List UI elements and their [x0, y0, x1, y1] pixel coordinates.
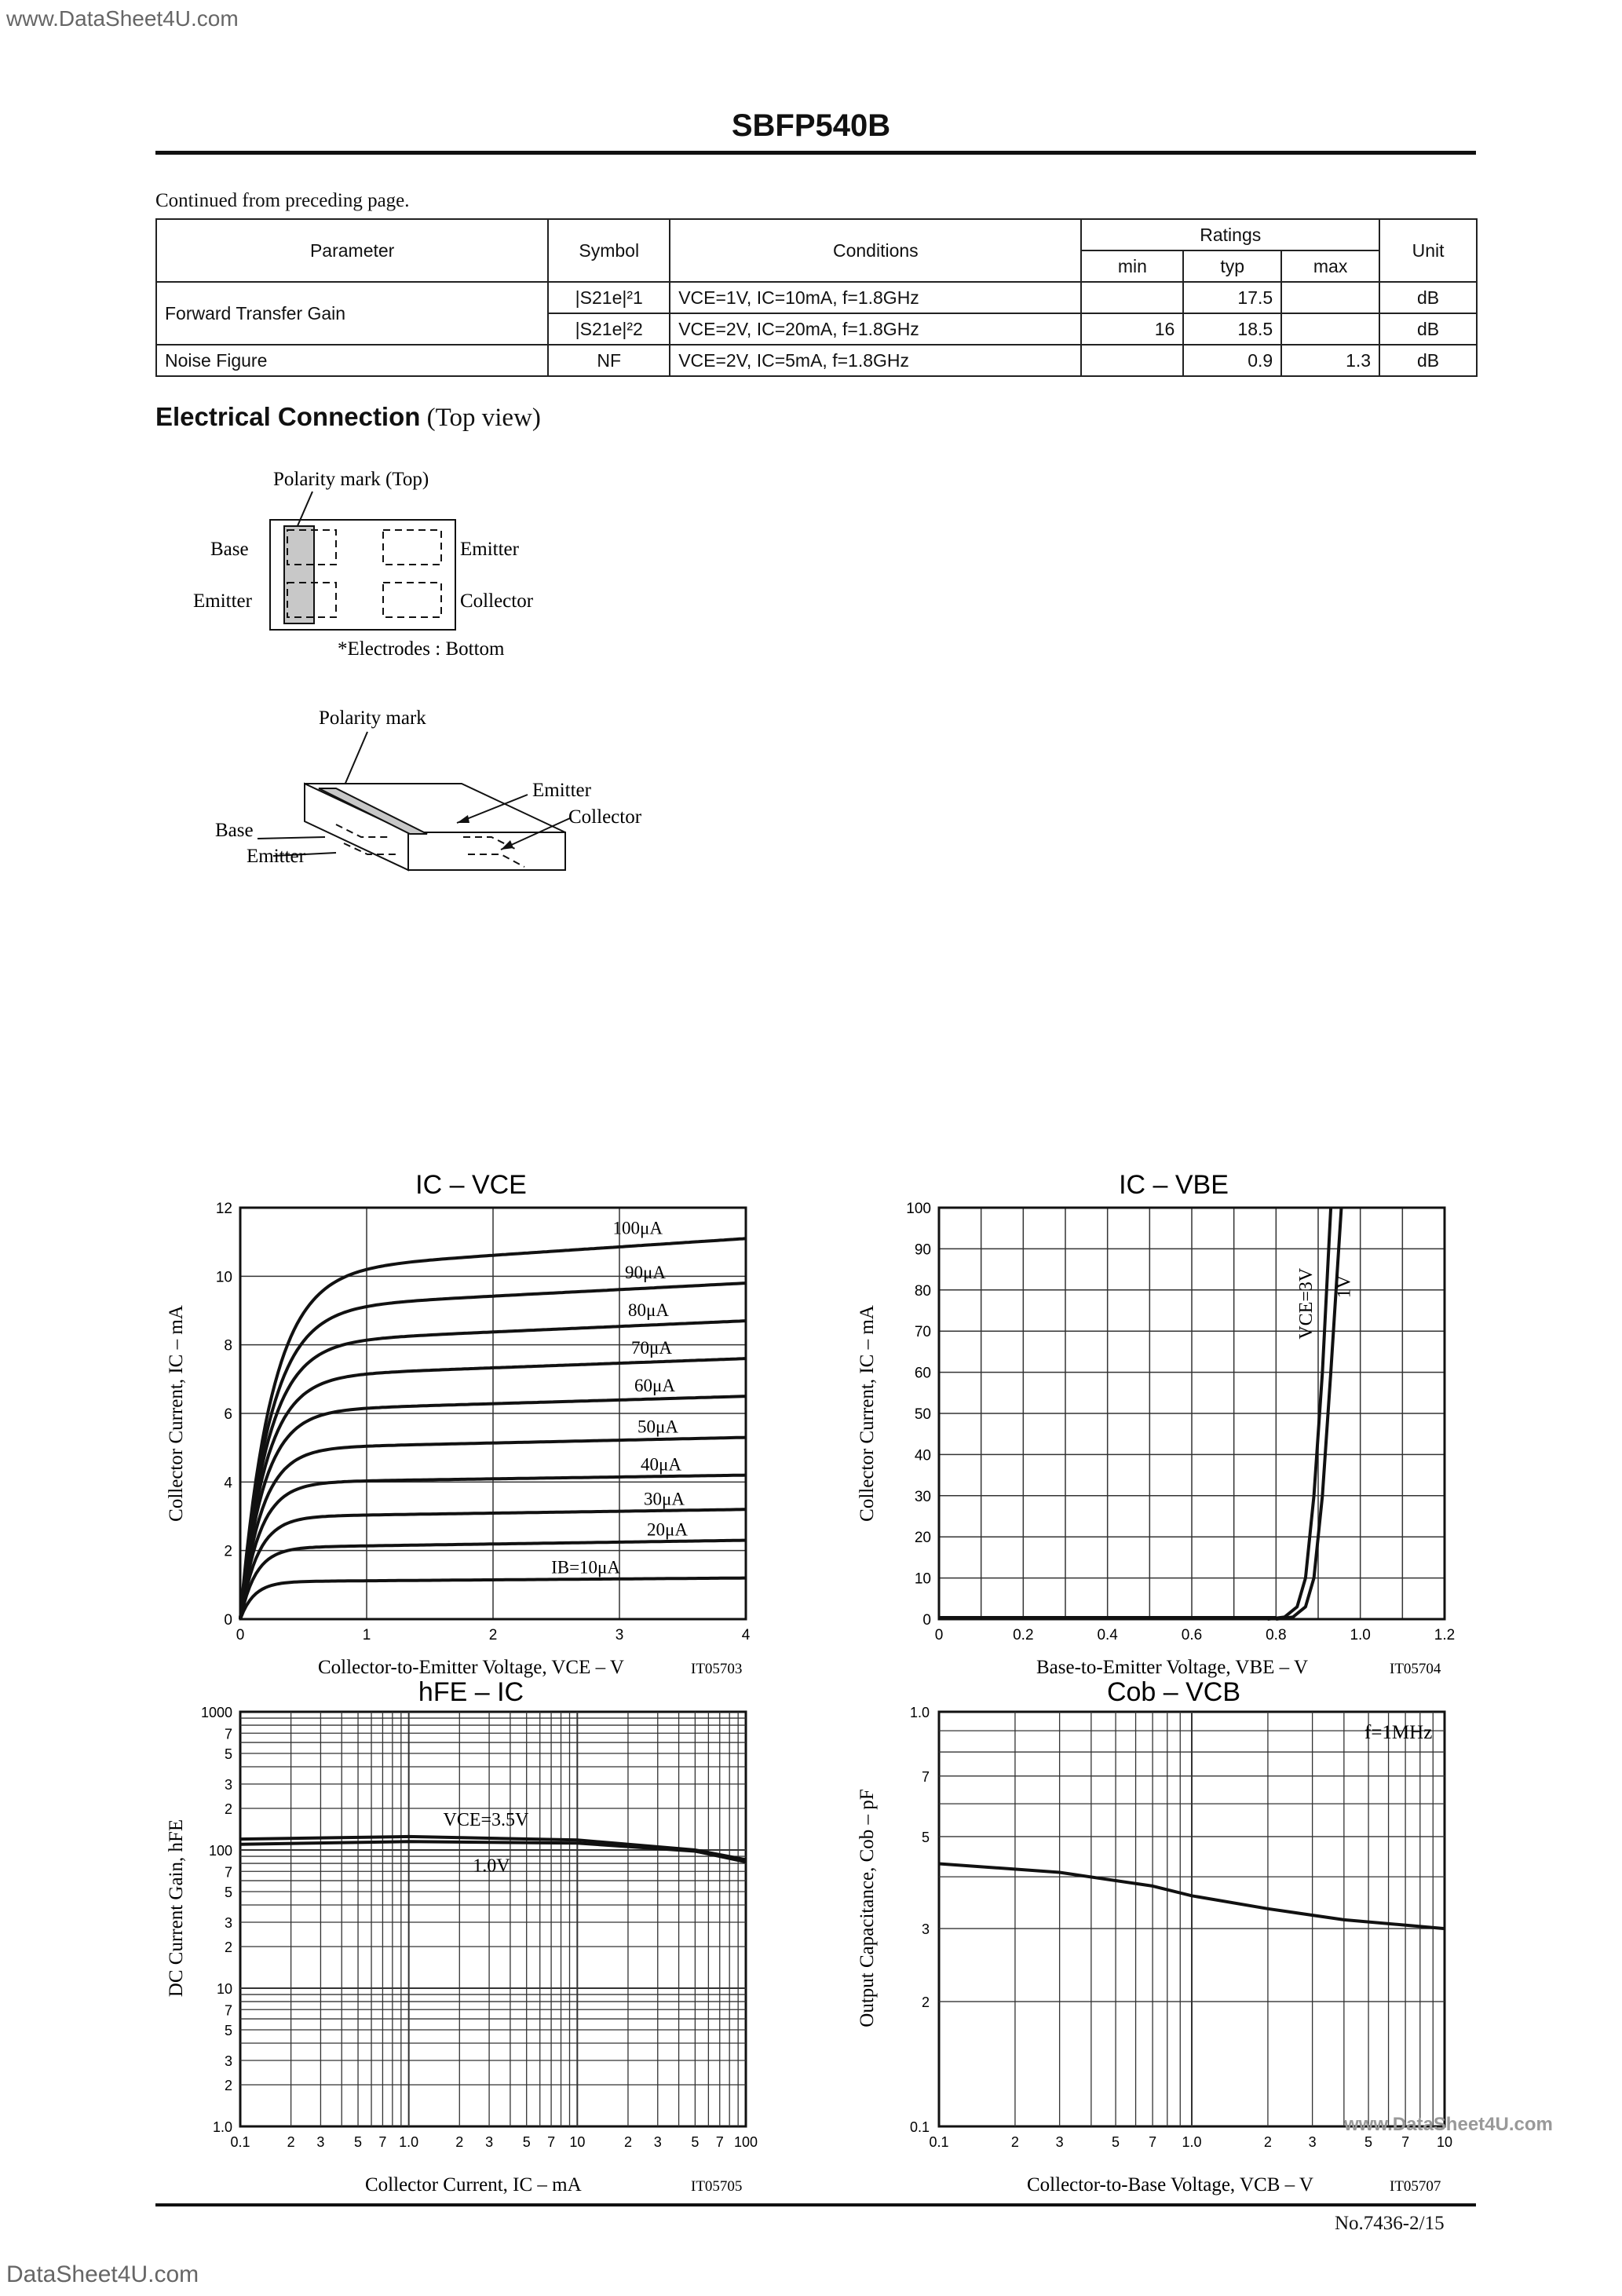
table-row: [156, 282, 1477, 313]
cell-unit: dB: [1379, 282, 1477, 313]
chart-ticks: [906, 1201, 1455, 1643]
cell-parameter: Forward Transfer Gain: [156, 282, 548, 345]
cell-unit: dB: [1379, 345, 1477, 376]
label-iso-base: Base: [215, 820, 254, 841]
y-tick-label: 5: [224, 1746, 232, 1762]
x-tick-label: 5: [1364, 2134, 1373, 2150]
plot-frame: [240, 1712, 746, 2126]
y-tick-label: 40: [914, 1447, 931, 1464]
footer-rule: [155, 2203, 1476, 2206]
x-tick-label: 3: [1308, 2134, 1317, 2150]
chart-code: IT05705: [691, 2178, 743, 2195]
y-tick-label: 0: [224, 1612, 232, 1629]
page-title: SBFP540B: [731, 108, 891, 143]
y-tick-label: 2: [921, 1994, 930, 2011]
x-tick-label: 0.8: [1266, 1627, 1287, 1643]
x-tick-label: 1.0: [1182, 2134, 1202, 2150]
series-label: 40μA: [641, 1454, 681, 1475]
y-tick-label: 100: [208, 1843, 232, 1859]
cell-parameter: Noise Figure: [156, 345, 548, 376]
x-tick-label: 7: [378, 2134, 387, 2150]
x-tick-label: 1.0: [1350, 1627, 1371, 1643]
series-label: 20μA: [647, 1519, 688, 1540]
y-axis-label: Collector Current, IC – mA: [857, 1305, 878, 1522]
label-electrodes: *Electrodes : Bottom: [338, 638, 505, 660]
x-tick-label: 7: [547, 2134, 556, 2150]
y-tick-label: 0: [922, 1612, 931, 1629]
y-tick-label: 3: [224, 1777, 232, 1793]
th-unit: Unit: [1379, 219, 1477, 282]
series-label: 50μA: [637, 1417, 678, 1437]
x-tick-label: 2: [1010, 2134, 1019, 2150]
doc-number: No.7436-2/15: [1335, 2213, 1445, 2234]
series-label: 90μA: [625, 1263, 666, 1283]
th-ratings: Ratings: [1081, 219, 1379, 250]
x-tick-label: 7: [1401, 2134, 1410, 2150]
th-min: min: [1081, 250, 1183, 282]
y-tick-label: 7: [224, 1864, 232, 1881]
y-tick-label: 6: [224, 1406, 232, 1423]
chart-grid: [240, 1208, 746, 1619]
x-tick-label: 0.1: [230, 2134, 250, 2150]
label-polarity: Polarity mark: [319, 707, 426, 729]
x-tick-label: 3: [1055, 2134, 1064, 2150]
chart-ic-vce: [157, 1162, 785, 1688]
chart-note: f=1MHz: [1364, 1722, 1433, 1743]
x-tick-label: 0.4: [1097, 1627, 1118, 1643]
continued-note: Continued from preceding page.: [155, 190, 410, 211]
cell-max: [1281, 313, 1379, 345]
x-tick-label: 3: [485, 2134, 494, 2150]
y-tick-label: 8: [224, 1337, 232, 1355]
label-emitter-right: Emitter: [460, 539, 519, 560]
x-tick-label: 2: [287, 2134, 295, 2150]
label-iso-emitter-right: Emitter: [532, 780, 591, 801]
label-base: Base: [210, 539, 249, 560]
y-tick-label: 7: [224, 1726, 232, 1742]
series-label: VCE=3.5V: [443, 1810, 529, 1831]
y-tick-label: 7: [921, 1768, 930, 1785]
x-tick-label: 100: [733, 2134, 758, 2150]
cell-max: [1281, 282, 1379, 313]
x-tick-label: 1.0: [399, 2134, 419, 2150]
y-tick-label: 2: [224, 2078, 232, 2094]
cell-typ: 18.5: [1183, 313, 1281, 345]
y-tick-label: 3: [224, 1915, 232, 1932]
series-label: 1V: [1334, 1274, 1355, 1299]
site-watermark-top[interactable]: www.DataSheet4U.com: [6, 6, 239, 31]
y-tick-label: 80: [914, 1282, 931, 1300]
cell-symbol: |S21e|²2: [548, 313, 670, 345]
label-collector: Collector: [460, 590, 534, 612]
y-tick-label: 3: [224, 2053, 232, 2070]
y-tick-label: 5: [224, 2022, 232, 2038]
connection-heading: [155, 402, 541, 433]
y-axis-label: DC Current Gain, hFE: [166, 1819, 187, 1998]
series-label: 100μA: [612, 1218, 663, 1238]
site-watermark-bottom[interactable]: DataSheet4U.com: [6, 2261, 199, 2287]
chart-title: IC – VBE: [1119, 1170, 1229, 1200]
th-max: max: [1281, 250, 1379, 282]
y-tick-label: 2: [224, 1940, 232, 1956]
x-tick-label: 0.6: [1181, 1627, 1203, 1643]
y-tick-label: 30: [914, 1488, 931, 1505]
x-tick-label: 2: [1263, 2134, 1272, 2150]
x-tick-label: 5: [691, 2134, 700, 2150]
x-tick-label: 7: [715, 2134, 724, 2150]
y-tick-label: 2: [224, 1543, 232, 1560]
cell-typ: 17.5: [1183, 282, 1281, 313]
cell-symbol: NF: [548, 345, 670, 376]
x-axis-label: Collector-to-Base Voltage, VCB – V: [1027, 2174, 1313, 2195]
chart-grid: [240, 1712, 746, 2126]
top-view-diagram: [155, 455, 627, 667]
label-iso-collector: Collector: [568, 806, 642, 828]
x-tick-label: 0.2: [1013, 1627, 1034, 1643]
chart-title: IC – VCE: [415, 1170, 527, 1200]
label-polarity-top: Polarity mark (Top): [273, 469, 429, 490]
y-tick-label: 5: [921, 1829, 930, 1845]
chart-hfe-ic: [157, 1673, 785, 2199]
th-conditions: Conditions: [670, 219, 1081, 282]
cell-typ: 0.9: [1183, 345, 1281, 376]
spec-table: [155, 218, 1478, 377]
x-tick-label: 3: [615, 1627, 624, 1643]
y-tick-label: 60: [914, 1365, 931, 1382]
cell-max: 1.3: [1281, 345, 1379, 376]
x-tick-label: 0: [934, 1627, 944, 1643]
chart-ic-vbe: [848, 1162, 1476, 1688]
cell-conditions: VCE=1V, IC=10mA, f=1.8GHz: [670, 282, 1081, 313]
iso-view-diagram: [155, 699, 705, 887]
connection-subtitle: (Top view): [426, 404, 541, 432]
y-tick-label: 2: [224, 1801, 232, 1818]
series-label: 1.0V: [473, 1855, 510, 1877]
series-label: VCE=3V: [1295, 1267, 1317, 1340]
x-tick-label: 1.2: [1434, 1627, 1456, 1643]
label-emitter-left: Emitter: [193, 590, 252, 612]
y-axis-label: Output Capacitance, Cob – pF: [857, 1789, 878, 2027]
x-tick-label: 2: [623, 2134, 632, 2150]
series-label: 80μA: [628, 1300, 669, 1321]
y-tick-label: 100: [906, 1201, 931, 1217]
x-tick-label: 7: [1149, 2134, 1157, 2150]
chart-title: hFE – IC: [418, 1677, 524, 1707]
x-axis-label: Base-to-Emitter Voltage, VBE – V: [1036, 1657, 1309, 1678]
series-label: IB=10μA: [551, 1557, 620, 1578]
chart-ticks: [910, 1705, 1452, 2150]
th-parameter: Parameter: [156, 219, 548, 282]
x-tick-label: 10: [1436, 2134, 1453, 2150]
cell-conditions: VCE=2V, IC=20mA, f=1.8GHz: [670, 313, 1081, 345]
x-tick-label: 1: [362, 1627, 371, 1643]
cell-conditions: VCE=2V, IC=5mA, f=1.8GHz: [670, 345, 1081, 376]
x-tick-label: 3: [653, 2134, 662, 2150]
series-label: 30μA: [644, 1489, 685, 1509]
connection-title: Electrical Connection: [155, 402, 421, 431]
y-tick-label: 10: [215, 1269, 232, 1286]
chart-grid: [939, 1208, 1445, 1619]
cell-min: [1081, 345, 1183, 376]
y-tick-label: 1.0: [212, 2119, 232, 2135]
y-tick-label: 0.1: [909, 2119, 930, 2135]
y-tick-label: 1000: [200, 1705, 232, 1720]
cell-min: 16: [1081, 313, 1183, 345]
y-tick-label: 10: [216, 1981, 232, 1997]
cell-unit: dB: [1379, 313, 1477, 345]
y-tick-label: 50: [914, 1406, 931, 1423]
cell-min: [1081, 282, 1183, 313]
series-label: 60μA: [634, 1376, 675, 1396]
y-tick-label: 10: [914, 1570, 931, 1588]
y-tick-label: 1.0: [909, 1705, 930, 1720]
header-rule: [155, 151, 1476, 155]
table-row: [156, 345, 1477, 376]
y-tick-label: 12: [215, 1201, 232, 1217]
x-tick-label: 5: [1112, 2134, 1120, 2150]
chart-grid: [939, 1712, 1445, 2126]
chart-code: IT05704: [1390, 1661, 1441, 1677]
site-watermark-right[interactable]: www.DataSheet4U.com: [1344, 2114, 1553, 2135]
x-tick-label: 2: [488, 1627, 498, 1643]
chart-ticks: [201, 1705, 758, 2150]
chart-code: IT05703: [691, 1661, 743, 1677]
label-iso-emitter-left: Emitter: [247, 846, 305, 867]
x-tick-label: 10: [569, 2134, 586, 2150]
y-tick-label: 5: [224, 1884, 232, 1900]
y-tick-label: 7: [224, 2002, 232, 2019]
cell-symbol: |S21e|²1: [548, 282, 670, 313]
y-tick-label: 3: [921, 1921, 930, 1938]
x-tick-label: 5: [354, 2134, 363, 2150]
x-axis-label: Collector Current, IC – mA: [365, 2174, 582, 2195]
th-typ: typ: [1183, 250, 1281, 282]
x-tick-label: 0: [236, 1627, 245, 1643]
x-tick-label: 2: [455, 2134, 464, 2150]
y-tick-label: 90: [914, 1241, 931, 1259]
y-axis-label: Collector Current, IC – mA: [166, 1305, 187, 1522]
chart-title: Cob – VCB: [1106, 1677, 1241, 1707]
x-tick-label: 5: [522, 2134, 531, 2150]
y-tick-label: 70: [914, 1324, 931, 1341]
series-label: 70μA: [631, 1338, 672, 1358]
chart-code: IT05707: [1390, 2178, 1441, 2195]
x-tick-label: 4: [741, 1627, 751, 1643]
th-symbol: Symbol: [548, 219, 670, 282]
x-tick-label: 3: [316, 2134, 325, 2150]
y-tick-label: 4: [224, 1475, 232, 1492]
y-tick-label: 20: [914, 1530, 931, 1547]
x-tick-label: 0.1: [929, 2134, 949, 2150]
x-axis-label: Collector-to-Emitter Voltage, VCE – V: [318, 1657, 624, 1678]
